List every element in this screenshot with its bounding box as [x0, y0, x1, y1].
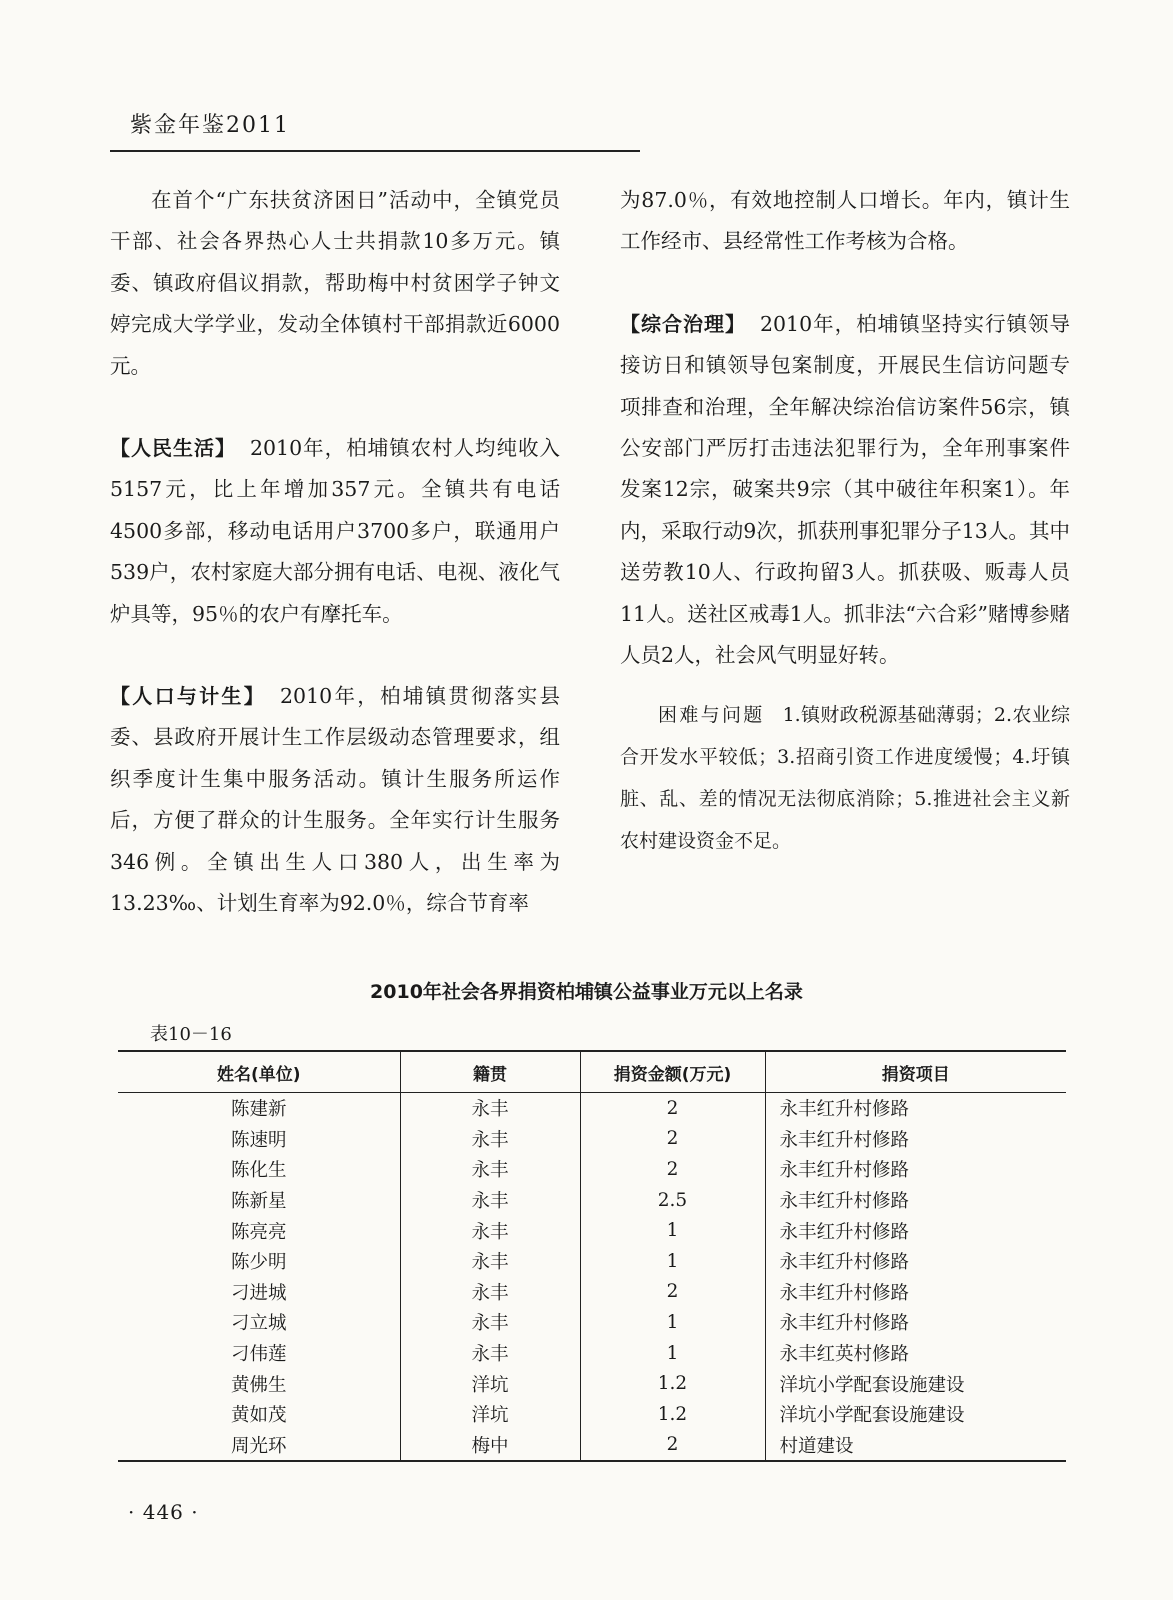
- header-amount: 捐资金额(万元): [580, 1051, 765, 1093]
- cell-origin: 永丰: [400, 1154, 580, 1185]
- cell-origin: 永丰: [400, 1124, 580, 1155]
- cell-amount: 2: [580, 1124, 765, 1155]
- section-population-planning: [110, 676, 560, 924]
- paragraph-difficulties: [620, 694, 1070, 862]
- cell-amount: 1: [580, 1215, 765, 1246]
- section-text: 2010年，柏埔镇农村人均纯收入5157元，比上年增加357元。全镇共有电话4500多部，移动电话用户3700多户，联通用户539户，农村家庭大部分拥有电话、电视、液化气炉具等，95％的农户有摩托车。: [110, 436, 561, 626]
- table-row: [118, 1154, 1066, 1185]
- table-row: [118, 1307, 1066, 1338]
- header-name: 姓名(单位): [118, 1051, 400, 1093]
- cell-origin: 梅中: [400, 1430, 580, 1462]
- cell-name: 陈化生: [230, 1160, 287, 1182]
- cell-amount: 2: [580, 1093, 765, 1124]
- table-title: 2010年社会各界捐资柏埔镇公益事业万元以上名录: [370, 981, 803, 1003]
- section-heading: 【综合治理】: [620, 311, 746, 336]
- cell-origin: 洋坑: [400, 1368, 580, 1399]
- cell-project: 永丰红升村修路: [765, 1246, 1066, 1277]
- section-text: 2010年，柏埔镇坚持实行镇领导接访日和镇领导包案制度，开展民生信访问题专项排查和治理，全年解决综治信访案件56宗，镇公安部门严厉打击违法犯罪行为，全年刑事案件发案12宗，破案共9宗（其中破往年积案1）。年内，采取行动9次，抓获刑事犯罪分子13人。其中送劳教10人、行政拘留3人。抓获吸、贩毒人员11人。送社区戒毒1人。抓非法“六合彩”赌博参赌人员2人，社会风气明显好转。: [620, 311, 1071, 668]
- right-column: [620, 180, 1070, 862]
- cell-project: 村道建设: [765, 1430, 1066, 1462]
- cell-name: 周光环: [230, 1435, 287, 1457]
- section-people-life: [110, 428, 560, 635]
- cell-project: 永丰红升村修路: [765, 1124, 1066, 1155]
- table-row: [118, 1124, 1066, 1155]
- cell-amount: 1: [580, 1246, 765, 1277]
- cell-origin: 永丰: [400, 1185, 580, 1216]
- cell-project: 永丰红升村修路: [765, 1093, 1066, 1124]
- table-row: [118, 1246, 1066, 1277]
- difficulties-text: 1.镇财政税源基础薄弱；2.农业综合开发水平较低；3.招商引资工作进度缓慢；4.圩镇脏、乱、差的情况无法彻底消除；5.推进社会主义新农村建设资金不足。: [620, 704, 1070, 853]
- table-row: [118, 1368, 1066, 1399]
- cell-origin: 永丰: [400, 1338, 580, 1369]
- cell-name: 陈速明: [230, 1129, 287, 1151]
- cell-amount: 2: [580, 1277, 765, 1308]
- paragraph-poverty-relief: 在首个“广东扶贫济困日”活动中，全镇党员干部、社会各界热心人士共捐款10多万元。镇委、镇政府倡议捐款，帮助梅中村贫困学子钟文婷完成大学学业，发动全体镇村干部捐款近6000元。: [110, 188, 560, 378]
- donor-table: [118, 1050, 1066, 1462]
- cell-project: 洋坑小学配套设施建设: [765, 1368, 1066, 1399]
- section-heading: 【人民生活】: [110, 436, 236, 461]
- left-column: [110, 180, 560, 925]
- table-row: [118, 1399, 1066, 1430]
- cell-name: 陈新星: [230, 1191, 287, 1213]
- cell-project: 永丰红升村修路: [765, 1185, 1066, 1216]
- cell-amount: 1.2: [580, 1399, 765, 1430]
- difficulties-lead: 困难与问题: [658, 704, 765, 727]
- running-header-title: 紫金年鉴2011: [130, 113, 290, 138]
- cell-name: 陈建新: [230, 1099, 287, 1121]
- cell-name: 刁立城: [230, 1313, 287, 1335]
- header-origin: 籍贯: [400, 1051, 580, 1093]
- table-row: [118, 1430, 1066, 1462]
- cell-amount: 2: [580, 1154, 765, 1185]
- cell-amount: 1: [580, 1338, 765, 1369]
- cell-amount: 1.2: [580, 1368, 765, 1399]
- cell-project: 永丰红升村修路: [765, 1277, 1066, 1308]
- table-row: [118, 1338, 1066, 1369]
- cell-name: 黄如茂: [230, 1405, 287, 1427]
- cell-name: 黄佛生: [230, 1374, 287, 1396]
- cell-origin: 永丰: [400, 1277, 580, 1308]
- header-project: 捐资项目: [765, 1051, 1066, 1093]
- cell-origin: 永丰: [400, 1246, 580, 1277]
- cell-name: 陈少明: [230, 1252, 287, 1274]
- cell-amount: 2.5: [580, 1185, 765, 1216]
- cell-name: 陈亮亮: [230, 1221, 287, 1243]
- section-text: 2010年，柏埔镇贯彻落实县委、县政府开展计生工作层级动态管理要求，组织季度计生集中服务活动。镇计生服务所运作后，方便了群众的计生服务。全年实行计生服务346例。全镇出生人口380人，出生率为13.23‰、计划生育率为92.0％，综合节育率: [110, 684, 561, 916]
- cell-origin: 永丰: [400, 1307, 580, 1338]
- cell-amount: 2: [580, 1430, 765, 1462]
- page-number: · 446 ·: [128, 1500, 199, 1524]
- section-comprehensive-governance: [620, 304, 1070, 677]
- table-row: [118, 1185, 1066, 1216]
- cell-amount: 1: [580, 1307, 765, 1338]
- cell-project: 永丰红升村修路: [765, 1307, 1066, 1338]
- table-row: [118, 1277, 1066, 1308]
- cell-name: 刁伟莲: [230, 1344, 287, 1366]
- table-row: [118, 1093, 1066, 1124]
- header-rule: [110, 150, 640, 152]
- table-header-row: [118, 1051, 1066, 1093]
- cell-project: 永丰红升村修路: [765, 1154, 1066, 1185]
- cell-project: 洋坑小学配套设施建设: [765, 1399, 1066, 1430]
- cell-project: 永丰红升村修路: [765, 1215, 1066, 1246]
- cell-origin: 永丰: [400, 1215, 580, 1246]
- section-heading: 【人口与计生】: [110, 684, 266, 709]
- cell-project: 永丰红英村修路: [765, 1338, 1066, 1369]
- cell-origin: 洋坑: [400, 1399, 580, 1430]
- cell-origin: 永丰: [400, 1093, 580, 1124]
- paragraph-continued: 为87.0％，有效地控制人口增长。年内，镇计生工作经市、县经常性工作考核为合格。: [620, 188, 1070, 254]
- table-number: 表10－16: [150, 1024, 232, 1045]
- cell-name: 刁进城: [230, 1282, 287, 1304]
- table-row: [118, 1215, 1066, 1246]
